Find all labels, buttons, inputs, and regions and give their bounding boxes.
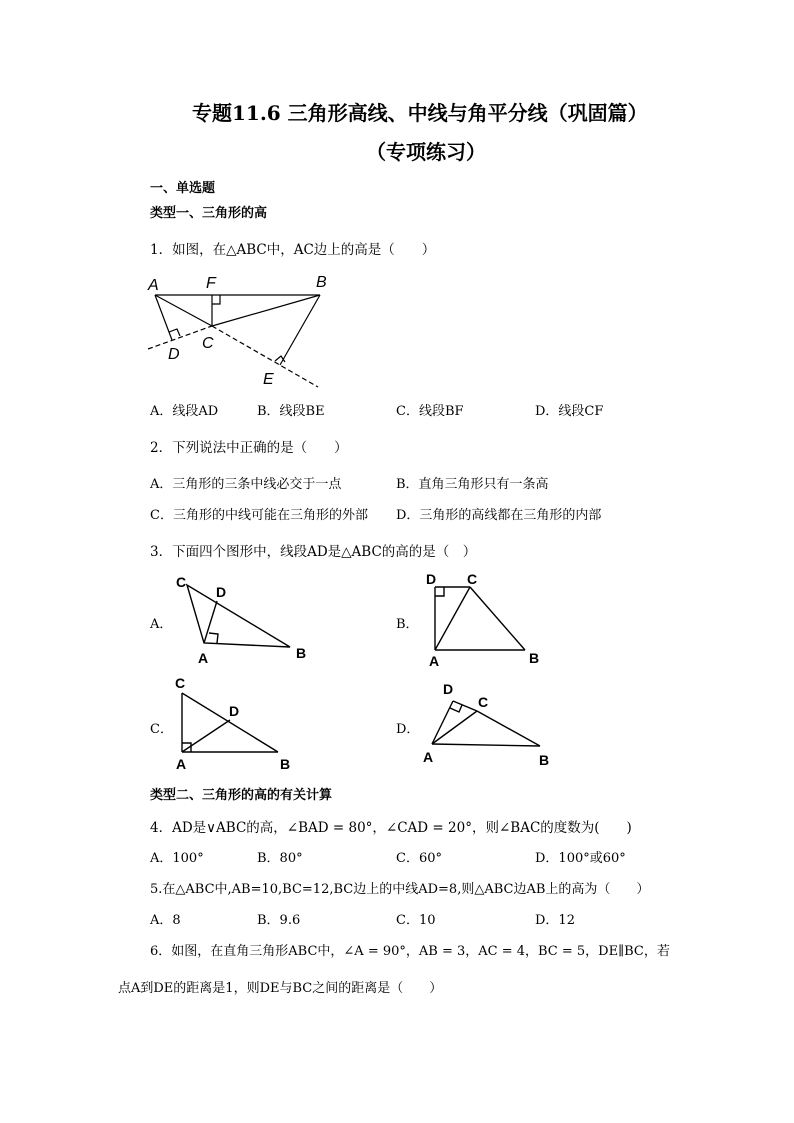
- q1-option-b: B．线段BE: [257, 404, 325, 419]
- q2-option-b: B．直角三角形只有一条高: [396, 477, 549, 492]
- q4-option-d: D．100°或60°: [535, 851, 626, 866]
- q3c-label-c: C: [175, 675, 186, 691]
- q1-label-c: C: [202, 335, 214, 352]
- q1-stem: 1．如图，在△ABC中，AC边上的高是（ ）: [150, 242, 436, 258]
- q4-option-c: C．60°: [396, 851, 442, 866]
- q5-option-d: D．12: [535, 913, 575, 928]
- q3c-label-b: B: [280, 756, 291, 772]
- q3b-label-b: B: [529, 650, 540, 666]
- q2-option-a: A．三角形的三条中线必交于一点: [150, 477, 342, 492]
- q1-label-d: D: [168, 346, 180, 363]
- q1-option-a: A．线段AD: [150, 404, 219, 419]
- q2-option-d: D．三角形的高线都在三角形的内部: [396, 508, 602, 523]
- q3-figure-d: [420, 675, 560, 775]
- q4-option-b: B．80°: [257, 851, 303, 866]
- q5-option-b: B．9.6: [257, 913, 301, 928]
- q3-figure-c: [170, 672, 300, 777]
- section-heading: 一、单选题: [150, 181, 216, 196]
- q3-option-d-letter: D．: [396, 722, 420, 737]
- page-title: 专题11.6 三角形高线、中线与角平分线（巩固篇）: [192, 101, 648, 125]
- q5-option-a: A．8: [150, 913, 181, 928]
- type2-heading: 类型二、三角形的高的有关计算: [150, 788, 333, 803]
- q1-label-f: F: [206, 275, 216, 292]
- page-subtitle: （专项练习）: [366, 140, 486, 164]
- q3b-label-c: C: [467, 571, 478, 587]
- q1-label-b: B: [316, 274, 327, 291]
- q1-option-c: C．线段BF: [396, 404, 464, 419]
- q3d-label-c: C: [478, 694, 489, 710]
- q3-figure-b: [420, 570, 550, 670]
- q3-stem: 3．下面四个图形中，线段AD是△ABC的高的是（ ）: [150, 544, 477, 560]
- q3a-label-d: D: [216, 584, 227, 600]
- q3a-label-c: C: [176, 574, 187, 590]
- q2-stem: 2．下列说法中正确的是（ ）: [150, 440, 348, 456]
- q5-option-c: C．10: [396, 913, 436, 928]
- q4-option-a: A．100°: [150, 851, 204, 866]
- q5-stem: 5.在△ABC中,AB=10,BC=12,BC边上的中线AD=8,则△ABC边AB上的高为（ ）: [150, 882, 650, 897]
- q1-option-d: D．线段CF: [535, 404, 604, 419]
- q3d-label-d: D: [443, 681, 454, 697]
- q3a-label-a: A: [198, 650, 209, 666]
- q3c-label-d: D: [229, 703, 240, 719]
- q1-label-e: E: [263, 371, 274, 388]
- q3b-label-a: A: [429, 653, 440, 669]
- q1-label-a: A: [148, 277, 159, 294]
- q2-option-c: C．三角形的中线可能在三角形的外部: [150, 508, 368, 523]
- q3d-label-a: A: [423, 749, 434, 765]
- q3b-label-d: D: [426, 571, 437, 587]
- q4-stem: 4．AD是∨ABC的高，∠BAD = 80°，∠CAD = 20°，则∠BAC的度数为( ): [150, 820, 632, 836]
- q6-line1: 6．如图，在直角三角形ABC中，∠A = 90°，AB = 3，AC = 4，BC = 5，DE∥BC，若: [150, 944, 670, 959]
- q6-line2: 点A到DE的距离是1，则DE与BC之间的距离是（ ）: [118, 981, 443, 996]
- q1-figure: [140, 270, 330, 390]
- q3-option-b-letter: B．: [396, 617, 419, 632]
- q3d-label-b: B: [539, 752, 550, 768]
- q3-option-c-letter: C．: [150, 722, 173, 737]
- q3-figure-a: [170, 570, 320, 670]
- q3a-label-b: B: [296, 645, 307, 661]
- q3-option-a-letter: A．: [150, 617, 173, 632]
- q3c-label-a: A: [176, 756, 187, 772]
- type1-heading: 类型一、三角形的高: [150, 206, 268, 221]
